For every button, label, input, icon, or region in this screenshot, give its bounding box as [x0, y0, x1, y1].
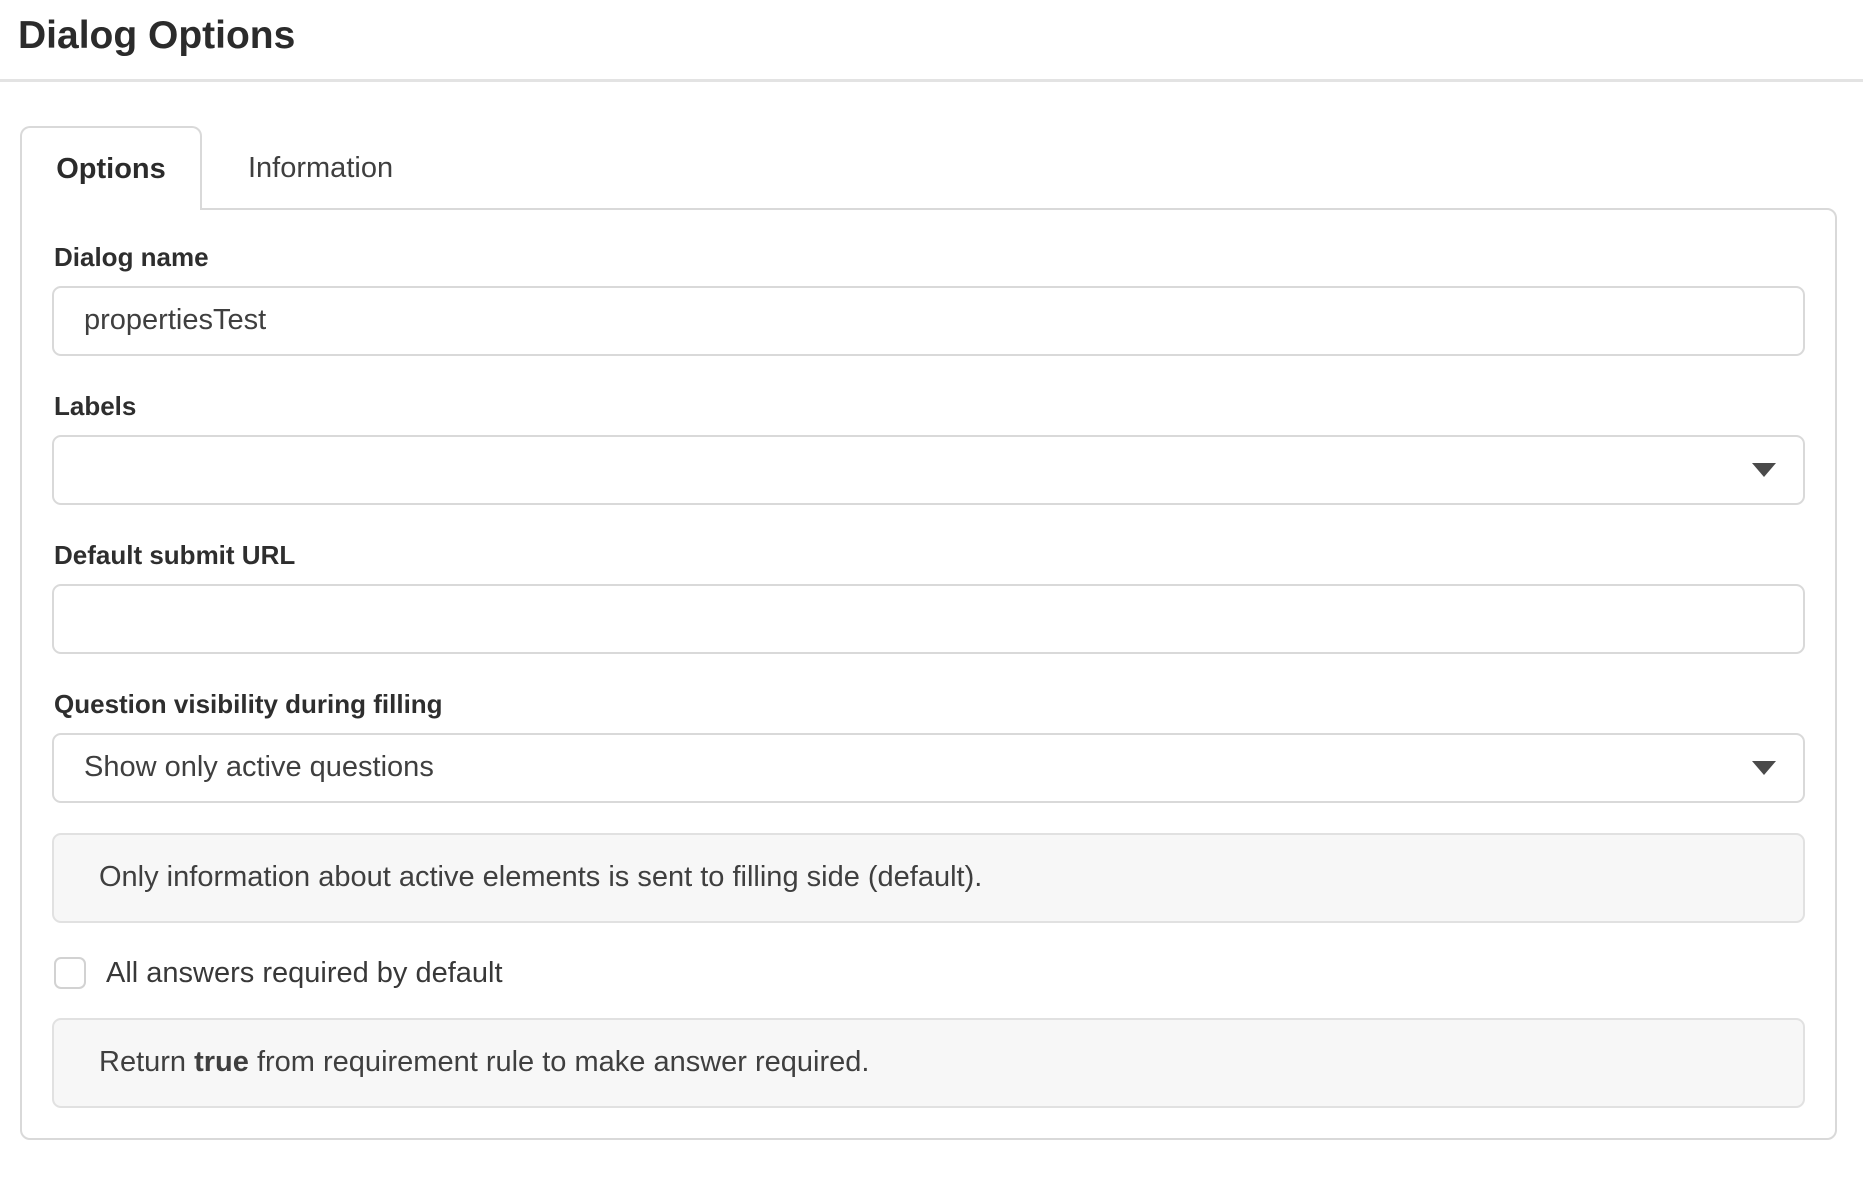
tab-bar: [20, 126, 1837, 210]
all-answers-required-label[interactable]: All answers required by default: [106, 956, 503, 989]
default-submit-url-label: Default submit URL: [54, 539, 296, 570]
dialog-name-label: Dialog name: [54, 242, 209, 272]
default-submit-url-input[interactable]: [52, 584, 1805, 654]
all-answers-required-checkbox[interactable]: [54, 957, 86, 989]
question-visibility-label: Question visibility during filling: [54, 688, 443, 719]
required-help-text: [52, 1018, 1805, 1108]
question-visibility-help-label: Only information about active elements is sent to filling side (default).: [99, 861, 983, 894]
page-header: [0, 0, 1863, 79]
labels-label: Labels: [54, 390, 137, 421]
options-tab-panel: [20, 208, 1837, 1140]
all-answers-required-row[interactable]: [54, 957, 1805, 990]
chevron-down-icon[interactable]: [1752, 463, 1776, 477]
page-title: Dialog Options: [18, 14, 296, 57]
dialog-name-input[interactable]: [52, 286, 1805, 356]
question-visibility-select-value: Show only active questions: [84, 751, 434, 784]
dialog-options-form: [0, 82, 1863, 1140]
tab-options[interactable]: [20, 126, 202, 210]
labels-field: [52, 392, 1805, 505]
default-submit-url-field: [52, 541, 1805, 654]
question-visibility-field: [52, 690, 1805, 923]
tab-options-label: Options: [56, 152, 166, 185]
tab-information[interactable]: [202, 126, 439, 210]
question-visibility-help-text: [52, 833, 1805, 923]
question-visibility-select[interactable]: [52, 733, 1805, 803]
chevron-down-icon[interactable]: [1752, 761, 1776, 775]
tab-information-label: Information: [248, 151, 394, 184]
dialog-name-field: [52, 243, 1805, 356]
labels-select[interactable]: [52, 435, 1805, 505]
required-help-label: Return true from requirement rule to make answer required.: [99, 1046, 870, 1079]
